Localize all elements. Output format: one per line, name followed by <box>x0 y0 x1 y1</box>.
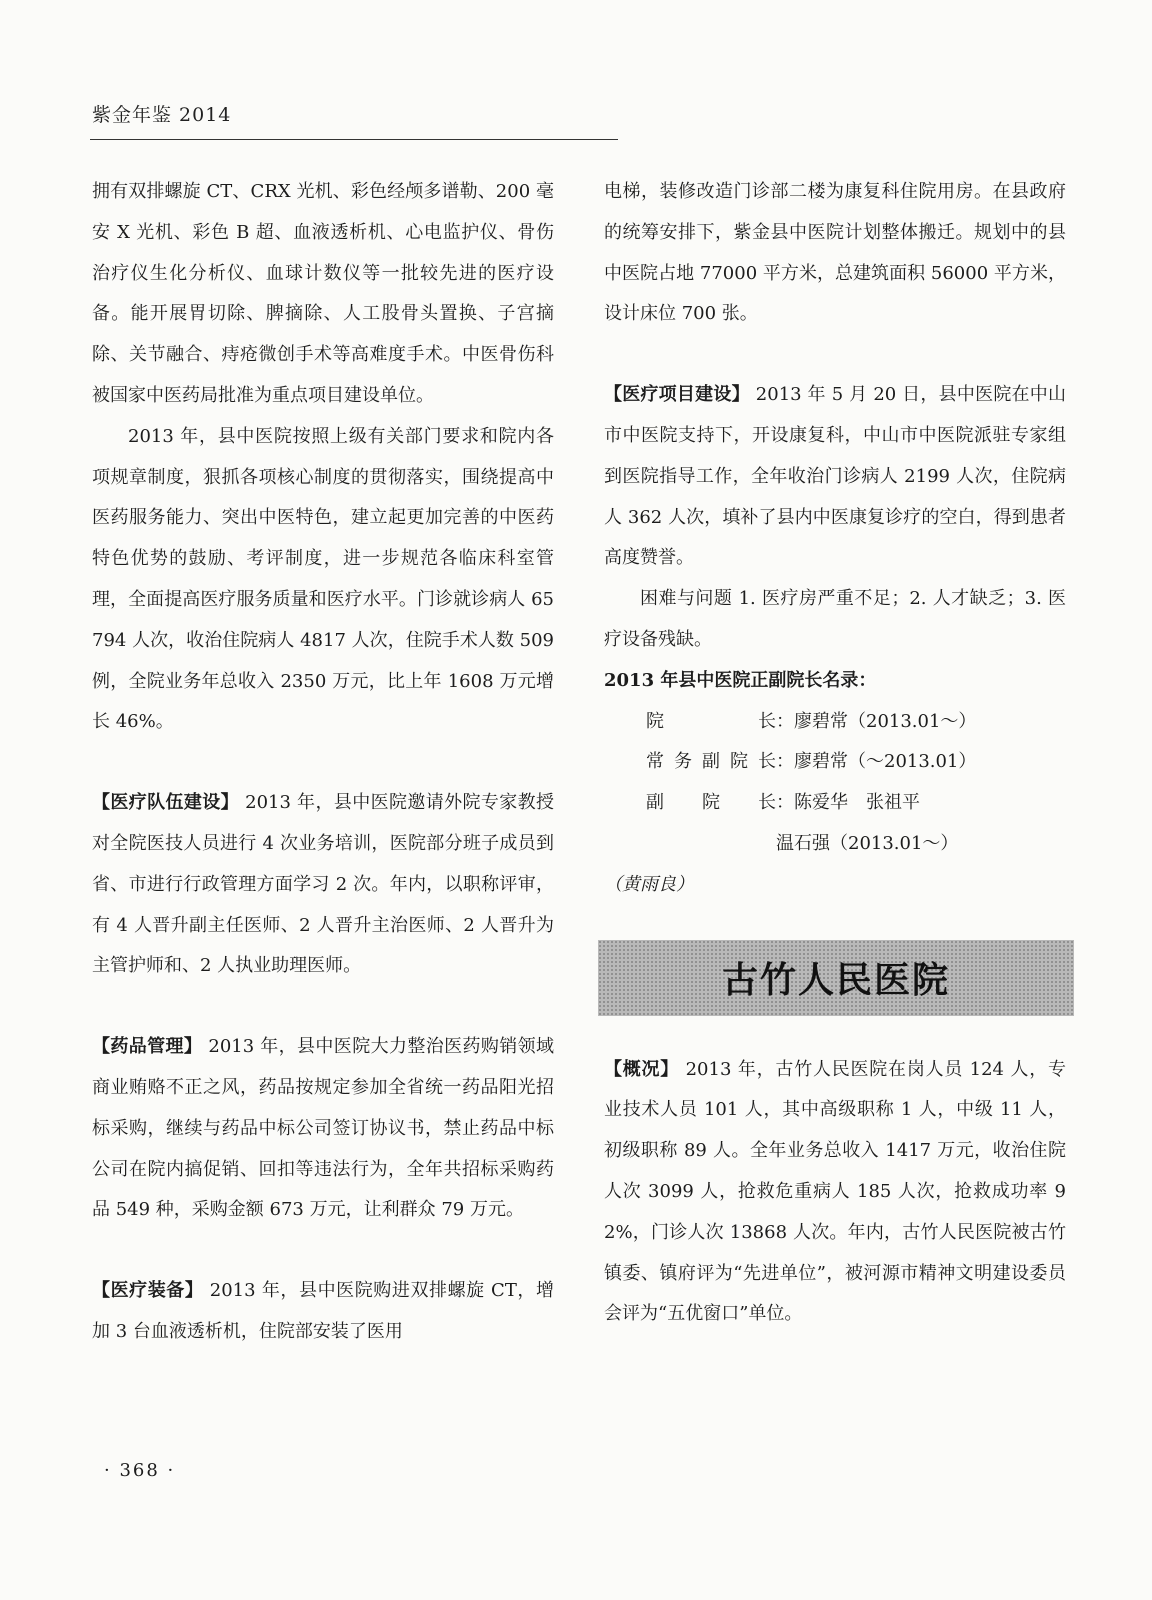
leader-row-continued: 温石强（2013.01～） <box>776 832 959 854</box>
leader-role: 院长 <box>646 710 776 732</box>
section-heading: 【医疗队伍建设】 <box>92 792 240 814</box>
section-medical-equipment <box>92 1271 554 1353</box>
leader-row <box>604 742 1066 783</box>
section-text: 2013 年 5 月 20 日，县中医院在中山市中医院支持下，开设康复科，中山市中医院派驻专家组到医院指导工作，全年收治门诊病人 2199 人次，住院病人 362 人次，填补了县内中医康复诊疗的空白，得到患者高度赞誉。 <box>604 384 1067 569</box>
section-overview <box>604 1050 1066 1336</box>
leader-name: ：廖碧常（～2013.01） <box>776 751 977 773</box>
leader-list-title: 2013 年县中医院正副院长名录： <box>604 669 877 691</box>
leader-row <box>604 783 1066 824</box>
section-heading: 【医疗装备】 <box>92 1280 204 1302</box>
running-head-title: 紫金年鉴 2014 <box>92 104 232 126</box>
section-text: 2013 年，县中医院购进双排螺旋 CT，增加 3 台血液透析机，住院部安装了医用 <box>92 1280 554 1342</box>
section-text: 2013 年，古竹人民医院在岗人员 124 人，专业技术人员 101 人，其中高级职称 1 人，中级 11 人，初级职称 89 人。全年业务总收入 1417 万元，收治住院人次 3099 人，抢救危重病人 185 人次，抢救成功率 92%，门诊人次 13868 人次。年内，古竹人民医院被古竹镇委、镇府评为“先进单位”，被河源市精神文明建设委员会评为“五优窗口”单位。 <box>604 1058 1067 1325</box>
page-number: · 368 · <box>104 1460 176 1481</box>
leader-row <box>604 702 1066 743</box>
section-drug-management <box>92 1027 554 1231</box>
author-credit: （黄雨良） <box>604 873 694 895</box>
section-medical-team <box>92 783 554 987</box>
section-heading: 【药品管理】 <box>92 1036 203 1058</box>
leader-role: 副院长 <box>646 792 776 814</box>
section-text: 2013 年，县中医院大力整治医药购销领域商业贿赂不正之风，药品按规定参加全省统一药品阳光招标采购，继续与药品中标公司签订协议书，禁止药品中标公司在院内搞促销、回扣等违法行为，全年共招标采购药品 549 种，采购金额 673 万元，让利群众 79 万元。 <box>92 1036 554 1221</box>
right-column <box>604 172 1066 1335</box>
section-project-construction <box>604 375 1066 579</box>
paragraph-annual-summary: 2013 年，县中医院按照上级有关部门要求和院内各项规章制度，狠抓各项核心制度的贯彻落实，围绕提高中医药服务能力、突出中医特色，建立起更加完善的中医药特色优势的鼓励、考评制度，进一步规范各临床科室管理，全面提高医疗服务质量和医疗水平。门诊就诊病人 65794 人次，收治住院病人 4817 人次，住院手术人数 509 例，全院业务年总收入 2350 万元，比上年 1608 万元增长 46%。 <box>92 425 554 733</box>
paragraph-equipment-surgery: 拥有双排螺旋 CT、CRX 光机、彩色经颅多谱勒、200 毫安 X 光机、彩色 B 超、血液透析机、心电监护仪、骨伤治疗仪生化分析仪、血球计数仪等一批较先进的医疗设备。能开展胃切除、脾摘除、人工股骨头置换、子宫摘除、关节融合、痔疮微创手术等高难度手术。中医骨伤科被国家中医药局批准为重点项目建设单位。 <box>92 181 554 406</box>
problems-label: 困难与问题 <box>640 588 733 610</box>
section-text: 2013 年，县中医院邀请外院专家教授对全院医技人员进行 4 次业务培训，医院部分班子成员到省、市进行行政管理方面学习 2 次。年内，以职称评审，有 4 人晋升副主任医师、2 人晋升主治医师、2 人晋升为主管护师和、2 人执业助理医师。 <box>92 792 554 977</box>
banner-title: 古竹人民医院 <box>721 960 950 1002</box>
left-column <box>92 172 554 1353</box>
leader-role: 常务副院长 <box>646 751 776 773</box>
header-rule <box>90 139 618 140</box>
paragraph-equipment-continued: 电梯，装修改造门诊部二楼为康复科住院用房。在县政府的统筹安排下，紫金县中医院计划整体搬迁。规划中的县中医院占地 77000 平方米，总建筑面积 56000 平方米，设计床位 700 张。 <box>604 181 1066 325</box>
paragraph-problems <box>604 579 1066 661</box>
section-heading: 【概况】 <box>604 1058 680 1080</box>
section-heading: 【医疗项目建设】 <box>604 384 750 406</box>
leader-name: ：廖碧常（2013.01～） <box>776 710 977 732</box>
leader-name: ：陈爱华 张祖平 <box>776 792 920 814</box>
section-banner <box>598 940 1074 1016</box>
problems-text: 1. 医疗房严重不足；2. 人才缺乏；3. 医疗设备残缺。 <box>604 588 1066 650</box>
